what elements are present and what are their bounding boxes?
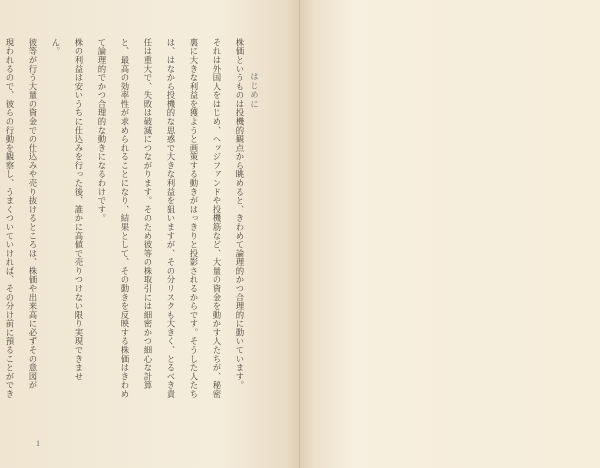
text-line-6: と、最高の効率性が求められることになり、結果として、その動きを反映する株価はきわめ [120,38,130,399]
right-page [300,0,600,468]
text-line-9: ん。 [51,38,61,56]
section-heading: はじめに [250,72,260,109]
text-line-3: 裏に大きな利益を獲ようと画策する動きがはっきりと投影されるからです。そうした人たち [189,38,199,399]
text-line-8: 株の利益は安いうちに仕込みを行った後、誰かに高値で売りつけない限り実現できませ [74,38,84,381]
text-line-4: は、はなから投機的な思惑で大きな利益を狙いますが、その分リスクも大きく、とるべき責 [166,38,176,399]
text-line-7: て論理的でかつ合理的な動きになるわけです。 [97,38,107,223]
text-line-5: 任は重大で、失敗は破滅につながります。そのため彼等の株取引には細密かつ細心な計算 [143,38,153,390]
text-line-11: 現われるので、彼らの行動を観察し、うまくついていければ、その分け前に預ることができ [5,38,15,399]
text-line-1: 株価というものは投機的観点から眺めると、きわめて論理的かつ合理的に動いています。 [235,38,245,390]
page-number: 1 [36,439,40,448]
body-text-block [4,38,245,398]
text-line-10: 彼等が行う大量の資金での仕込みや売り抜けるところは、株価や出来高に必ずその意図が [28,38,38,390]
text-line-2: それは外国人をはじめ、ヘッジファンドや投機筋など、大量の資金を動かす人たちが、秘密 [212,38,222,399]
